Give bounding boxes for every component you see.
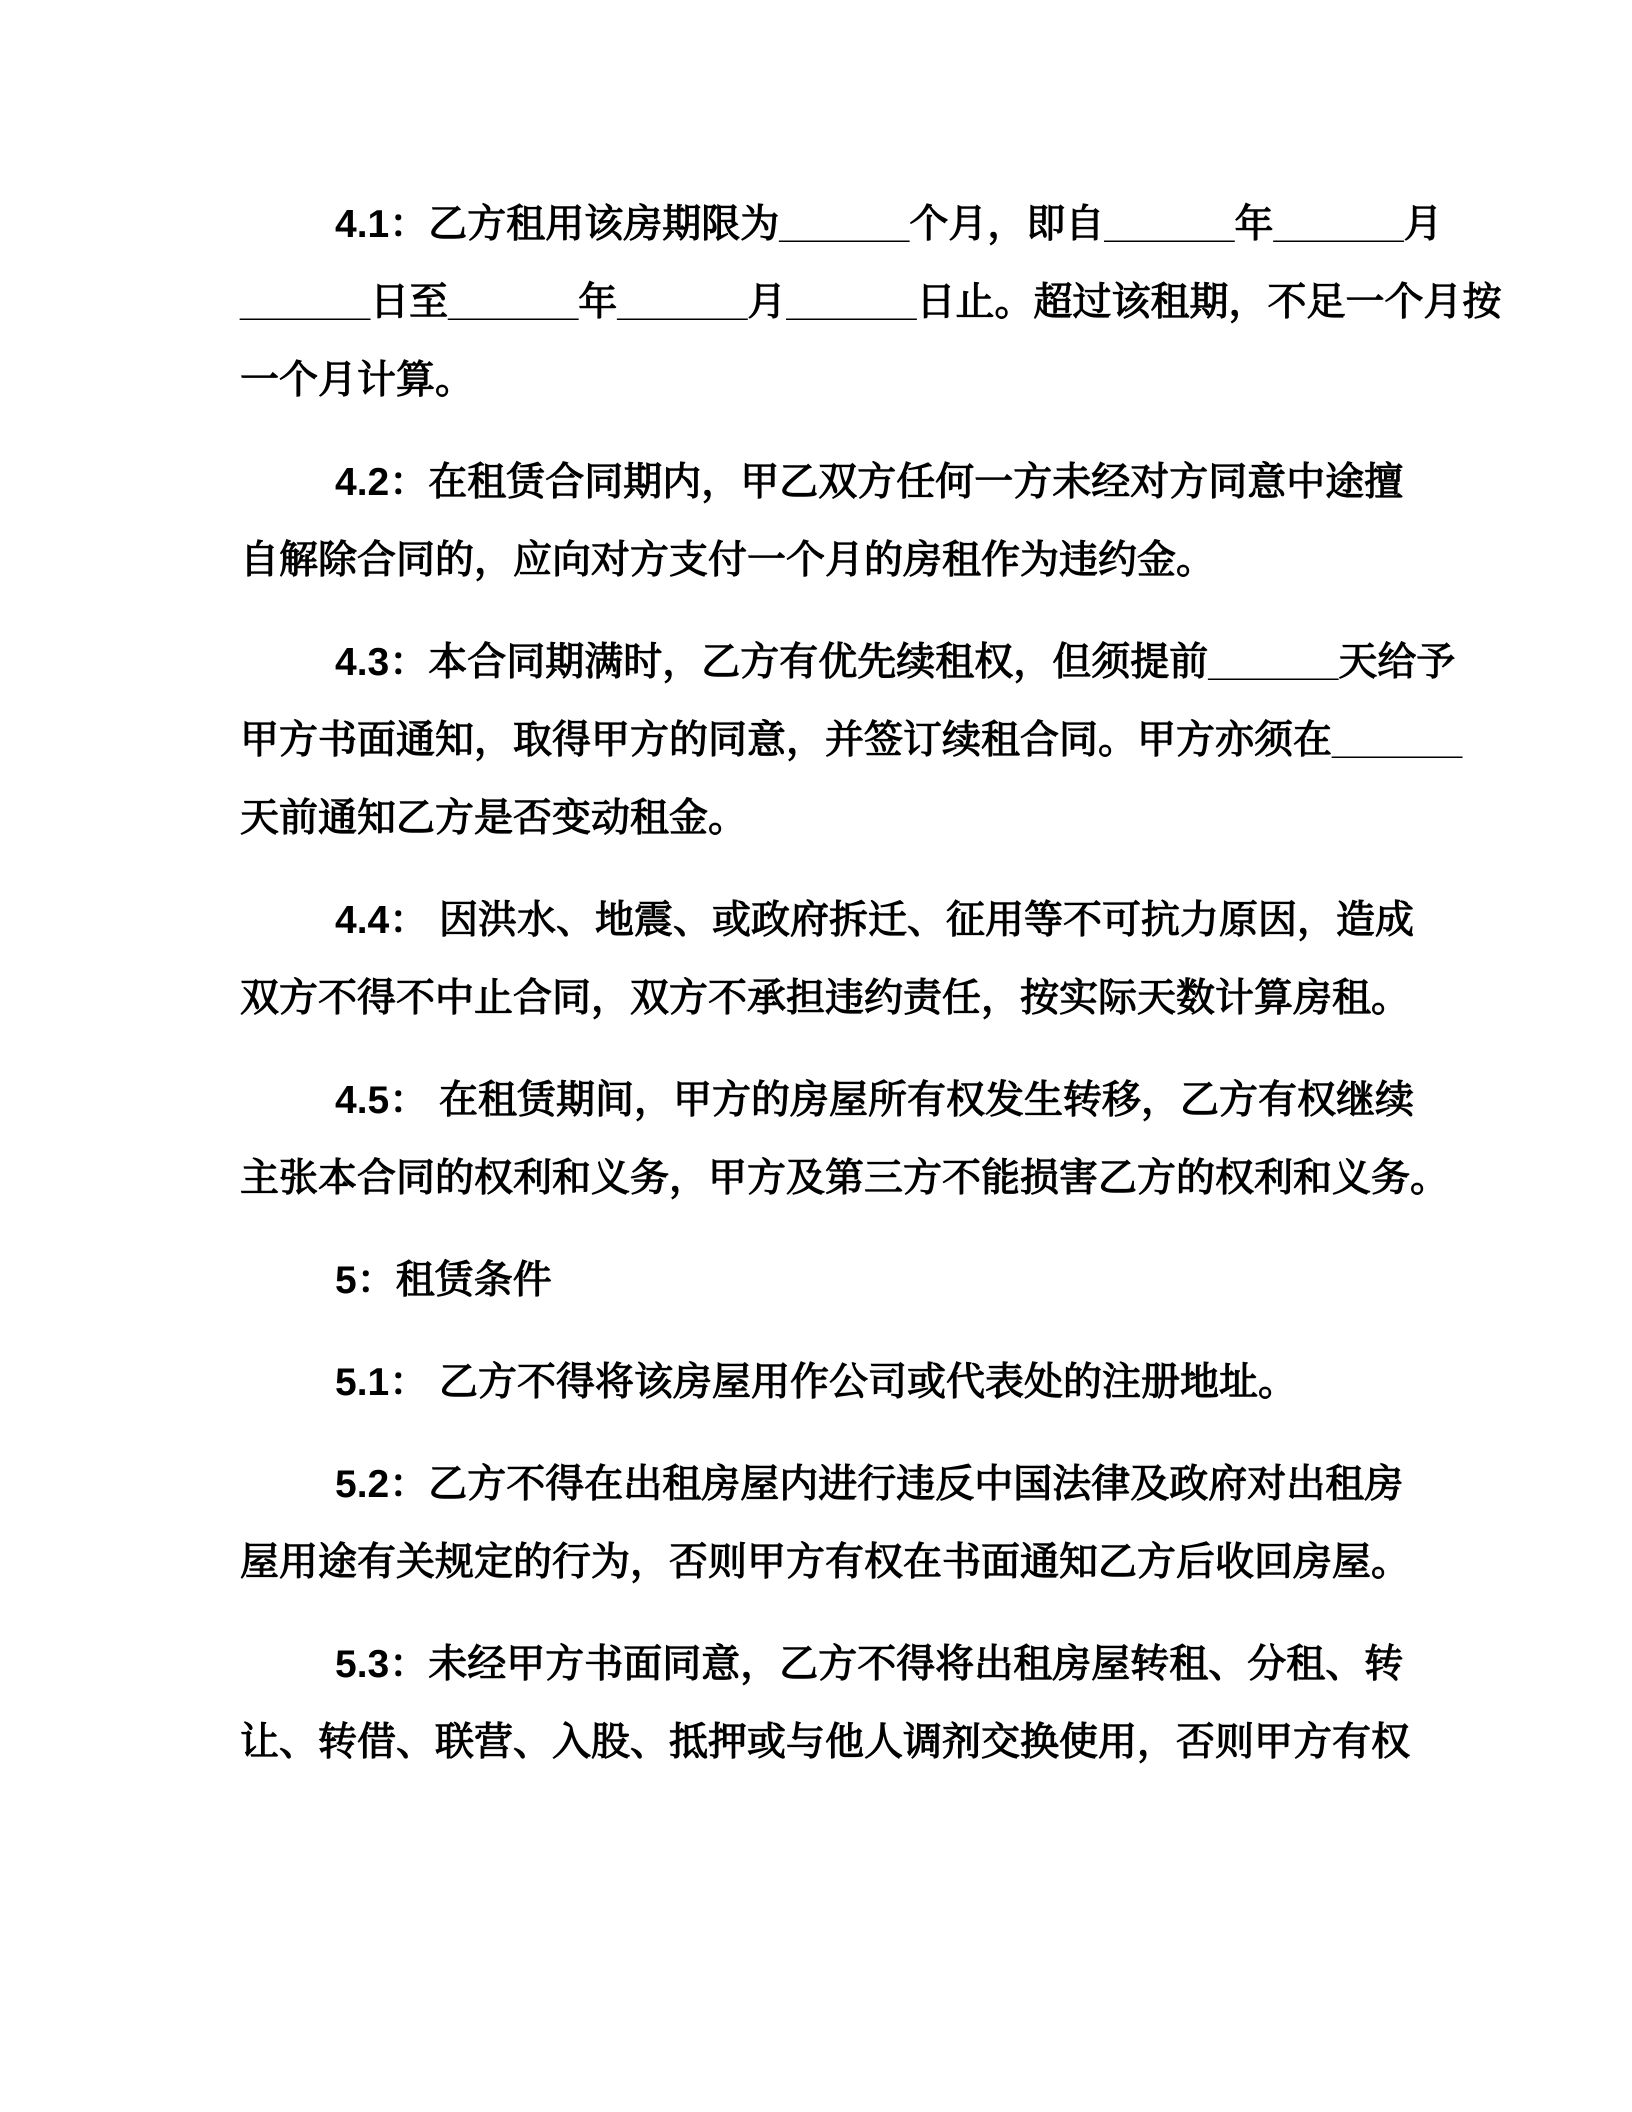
contract-clause-4-3 bbox=[240, 624, 1463, 858]
clause-line: ______日至______年______月______日止。超过该租期，不足一个月按 bbox=[240, 281, 1502, 324]
clause-line: 主张本合同的权利和义务，甲方及第三方不能损害乙方的权利和义务。 bbox=[240, 1157, 1450, 1200]
clause-line: 一个月计算。 bbox=[240, 359, 475, 402]
clause-line: 让、转借、联营、入股、抵押或与他人调剂交换使用，否则甲方有权 bbox=[240, 1721, 1411, 1764]
contract-clause-5-2 bbox=[240, 1446, 1410, 1602]
clause-first-line: 4.2：在租赁合同期内，甲乙双方任何一方未经对方同意中途擅 bbox=[335, 461, 1404, 504]
contract-clause-4-5 bbox=[240, 1062, 1450, 1218]
clause-line: 天前通知乙方是否变动租金。 bbox=[240, 797, 748, 840]
clause-first-line: 4.1：乙方租用该房期限为______个月，即自______年______月 bbox=[335, 203, 1443, 246]
clause-line: 甲方书面通知，取得甲方的同意，并签订续租合同。甲方亦须在______ bbox=[240, 719, 1463, 762]
clause-line: 屋用途有关规定的行为，否则甲方有权在书面通知乙方后收回房屋。 bbox=[240, 1541, 1411, 1584]
contract-clause-5-1 bbox=[240, 1344, 1410, 1422]
contract-clause-5 bbox=[240, 1242, 1410, 1320]
clause-first-line: 4.4： 因洪水、地震、或政府拆迁、征用等不可抗力原因，造成 bbox=[335, 899, 1415, 942]
contract-body bbox=[240, 186, 1502, 1806]
clause-first-line: 4.5： 在租赁期间，甲方的房屋所有权发生转移，乙方有权继续 bbox=[335, 1079, 1415, 1122]
clause-first-line: 5：租赁条件 bbox=[335, 1259, 552, 1302]
clause-first-line: 5.1： 乙方不得将该房屋用作公司或代表处的注册地址。 bbox=[335, 1361, 1298, 1404]
clause-line: 双方不得不中止合同，双方不承担违约责任，按实际天数计算房租。 bbox=[240, 977, 1411, 1020]
clause-first-line: 5.2：乙方不得在出租房屋内进行违反中国法律及政府对出租房 bbox=[335, 1463, 1404, 1506]
contract-clause-4-2 bbox=[240, 444, 1410, 600]
contract-clause-4-1 bbox=[240, 186, 1502, 420]
contract-clause-4-4 bbox=[240, 882, 1415, 1038]
clause-line: 自解除合同的，应向对方支付一个月的房租作为违约金。 bbox=[240, 539, 1216, 582]
clause-first-line: 5.3：未经甲方书面同意，乙方不得将出租房屋转租、分租、转 bbox=[335, 1643, 1404, 1686]
contract-clause-5-3 bbox=[240, 1626, 1410, 1782]
clause-first-line: 4.3：本合同期满时，乙方有优先续租权，但须提前______天给予 bbox=[335, 641, 1456, 684]
